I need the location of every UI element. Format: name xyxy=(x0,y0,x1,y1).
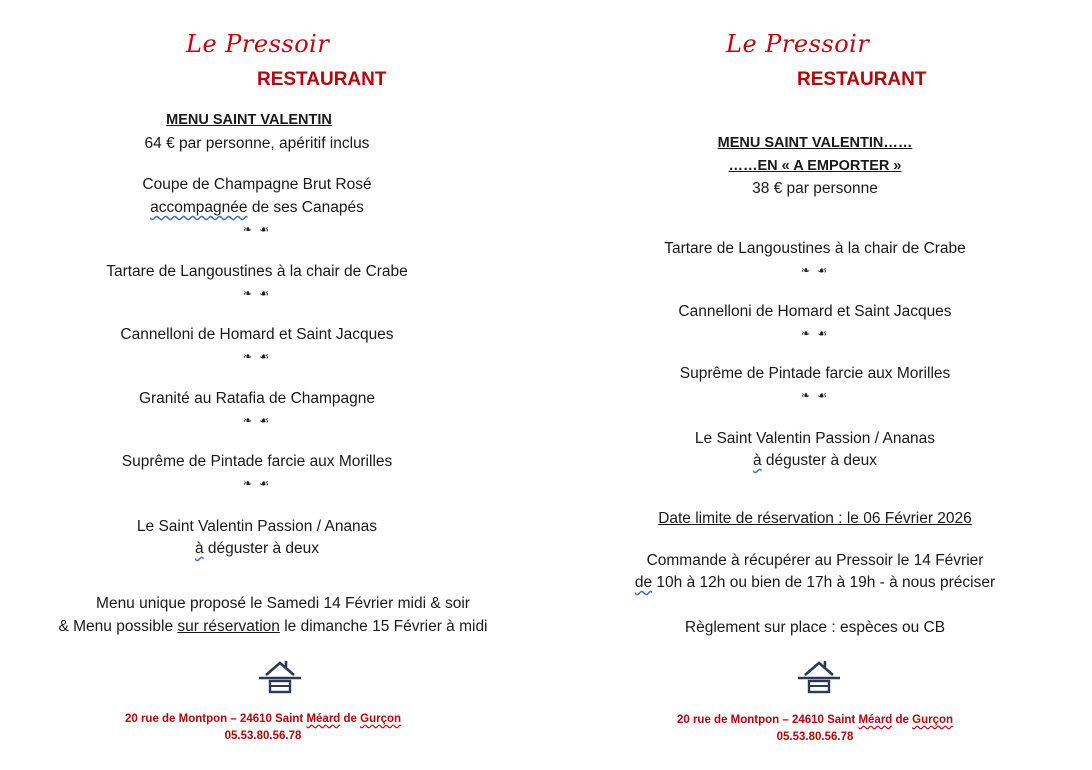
brand-logo: Le Pressoir xyxy=(186,30,330,58)
ornament-divider: ❧ ☙ xyxy=(242,351,272,363)
ornament-divider: ❧ ☙ xyxy=(800,390,830,402)
home-icon xyxy=(256,654,308,698)
menu-title: MENU SAINT VALENTIN…… xyxy=(717,135,913,151)
dish-supreme: Suprême de Pintade farcie aux Morilles xyxy=(679,365,951,382)
address-text: de xyxy=(340,713,361,725)
pickup-info-1: Commande à récupérer au Pressoir le 14 Février xyxy=(646,552,984,569)
address-spell: Méard xyxy=(858,714,893,726)
dish-tartare: Tartare de Langoustines à la chair de Crabe xyxy=(664,240,966,257)
deguster-text: déguster à deux xyxy=(761,452,878,469)
phone: 05.53.80.56.78 xyxy=(224,730,302,742)
address-text: de xyxy=(892,714,913,726)
pickup-text: 10h à 12h ou bien de 17h à 19h - à nous préciser xyxy=(652,574,996,591)
ornament-divider: ❧ ☙ xyxy=(242,478,272,490)
menu-note-2 xyxy=(0,618,546,636)
note-link-text: sur réservation xyxy=(177,618,280,635)
canapes-text: de ses Canapés xyxy=(247,199,364,216)
dish-dessert: Le Saint Valentin Passion / Ananas xyxy=(136,518,378,535)
ornament-divider: ❧ ☙ xyxy=(242,415,272,427)
ornament-divider: ❧ ☙ xyxy=(242,288,272,300)
right-menu xyxy=(546,0,1092,770)
menu-note-1: Menu unique proposé le Samedi 14 Février midi & soir xyxy=(96,595,470,612)
ornament-divider: ❧ ☙ xyxy=(800,328,830,340)
ornament-divider: ❧ ☙ xyxy=(242,224,272,236)
dessert-subtitle xyxy=(542,452,1088,470)
spellcheck-word: accompagnée xyxy=(150,199,248,216)
menu-title-2: ……EN « A EMPORTER » xyxy=(728,158,902,174)
menu-price: 38 € par personne xyxy=(752,180,878,197)
ornament-divider: ❧ ☙ xyxy=(800,265,830,277)
dish-coupe: Coupe de Champagne Brut Rosé xyxy=(142,176,372,193)
address xyxy=(0,713,536,725)
dish-canapes xyxy=(0,199,530,217)
dish-tartare: Tartare de Langoustines à la chair de Crabe xyxy=(106,263,408,280)
dish-granite: Granité au Ratafia de Champagne xyxy=(138,390,376,407)
phone: 05.53.80.56.78 xyxy=(776,731,854,743)
home-icon xyxy=(795,654,847,698)
note-text: & Menu possible xyxy=(58,618,178,635)
pickup-info-2 xyxy=(542,574,1088,592)
dish-cannelloni: Cannelloni de Homard et Saint Jacques xyxy=(120,326,394,343)
note-text: le dimanche 15 Février à midi xyxy=(279,618,488,635)
address xyxy=(542,714,1088,726)
dish-cannelloni: Cannelloni de Homard et Saint Jacques xyxy=(678,303,952,320)
payment-info: Règlement sur place : espèces ou CB xyxy=(684,619,946,636)
deguster-text: déguster à deux xyxy=(203,540,320,557)
address-spell: Gurçon xyxy=(360,713,402,725)
spellcheck-word: de xyxy=(634,574,653,591)
spellcheck-word: à xyxy=(194,540,204,557)
address-spell: Méard xyxy=(306,713,341,725)
brand-logo: Le Pressoir xyxy=(726,30,870,58)
reservation-deadline: Date limite de réservation : le 06 Février 2026 xyxy=(658,510,972,527)
restaurant-heading: RESTAURANT xyxy=(257,69,387,90)
spellcheck-word: à xyxy=(752,452,762,469)
dish-supreme: Suprême de Pintade farcie aux Morilles xyxy=(121,453,393,470)
restaurant-heading: RESTAURANT xyxy=(797,69,927,90)
menu-title: MENU SAINT VALENTIN xyxy=(166,112,332,128)
dessert-subtitle xyxy=(0,540,530,558)
menu-price: 64 € par personne, apéritif inclus xyxy=(144,135,370,152)
address-text: 20 rue de Montpon – 24610 Saint xyxy=(124,713,307,725)
dish-dessert: Le Saint Valentin Passion / Ananas xyxy=(694,430,936,447)
address-spell: Gurçon xyxy=(912,714,954,726)
address-text: 20 rue de Montpon – 24610 Saint xyxy=(676,714,859,726)
